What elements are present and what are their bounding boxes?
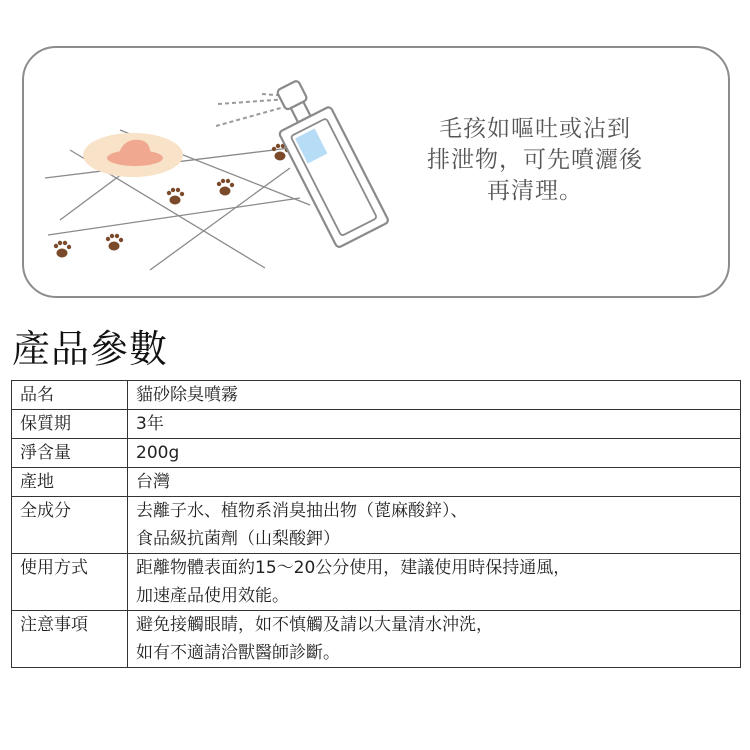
tip-line: 再清理。 — [487, 178, 583, 204]
spec-key: 使用方式 — [12, 554, 128, 611]
spec-value-line: 3年 — [136, 414, 164, 434]
usage-tip-text — [405, 114, 665, 207]
spec-value — [128, 611, 741, 668]
spec-value-line: 食品級抗菌劑（山梨酸鉀） — [136, 529, 340, 549]
paw-print-icon — [54, 241, 71, 258]
paw-print-icon — [217, 179, 234, 196]
spray-mist — [216, 94, 288, 126]
spec-value-line: 貓砂除臭噴霧 — [136, 385, 238, 405]
spec-value-line: 避免接觸眼睛，如不慎觸及請以大量清水沖洗， — [136, 615, 493, 635]
spec-value — [128, 554, 741, 611]
tip-line: 排泄物，可先噴灑後 — [427, 147, 643, 173]
table-row — [12, 497, 741, 554]
tip-line: 毛孩如嘔吐或沾到 — [439, 116, 631, 142]
section-title: 產品參數 — [12, 327, 169, 371]
spec-key: 全成分 — [12, 497, 128, 554]
table-row — [12, 439, 741, 468]
spec-key: 保質期 — [12, 410, 128, 439]
table-row — [12, 468, 741, 497]
hat-icon — [83, 133, 183, 177]
spec-key: 注意事項 — [12, 611, 128, 668]
spec-value — [128, 381, 741, 410]
spec-value-line: 台灣 — [136, 472, 170, 492]
spec-value — [128, 497, 741, 554]
spec-key: 淨含量 — [12, 439, 128, 468]
spec-value-line: 距離物體表面約15～20公分使用，建議使用時保持通風， — [136, 558, 571, 578]
spec-key: 產地 — [12, 468, 128, 497]
spec-value — [128, 410, 741, 439]
table-row — [12, 381, 741, 410]
spec-table — [11, 380, 741, 668]
spec-value — [128, 468, 741, 497]
spec-value-line: 去離子水、植物系消臭抽出物（蓖麻酸鋅）、 — [136, 501, 468, 521]
table-row — [12, 410, 741, 439]
spec-value-line: 200g — [136, 443, 180, 463]
spec-key: 品名 — [12, 381, 128, 410]
paw-print-icon — [106, 234, 123, 251]
spec-value-line: 加速產品使用效能。 — [136, 586, 289, 606]
table-row — [12, 611, 741, 668]
spec-value — [128, 439, 741, 468]
table-row — [12, 554, 741, 611]
paw-print-icon — [167, 188, 184, 205]
spec-value-line: 如有不適請洽獸醫師診斷。 — [136, 643, 340, 663]
